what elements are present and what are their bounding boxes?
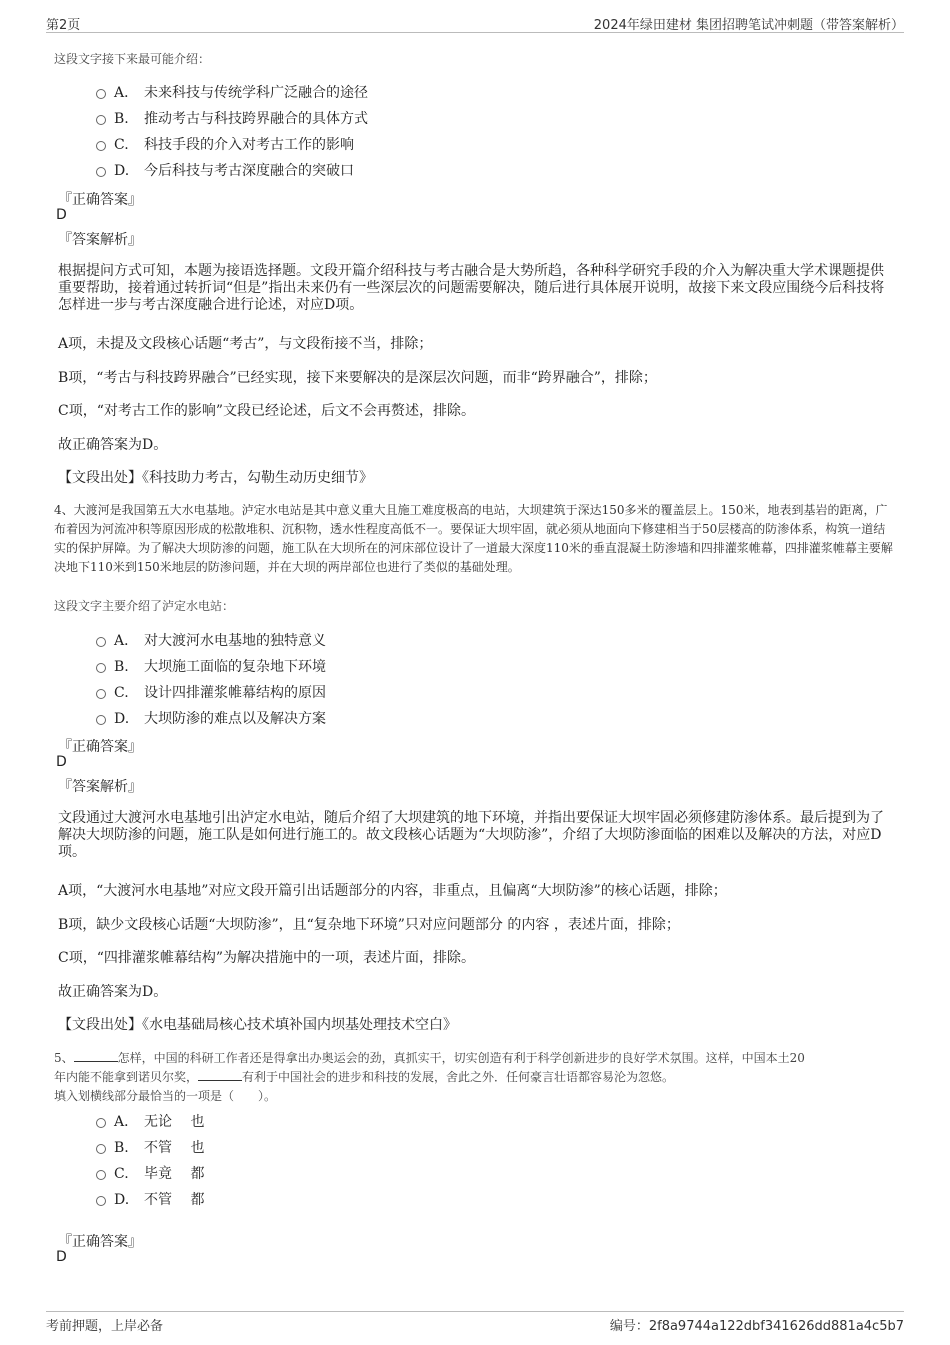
page-header [46, 14, 904, 33]
q5-prompt: 填入划横线部分最恰当的一项是（ ）。 [54, 1089, 277, 1103]
q5-line-1: 5、 怎样，中国的科研工作者还是得拿出办奥运会的劲，真抓实干，切实创造有利于科学创新进步的良好学术氛围。这样，中国本土20 [54, 1051, 805, 1065]
radio-icon[interactable] [96, 1196, 106, 1206]
q3-analysis-label: 『答案解析』 [58, 232, 142, 248]
q4-analysis-c: C项，“四排灌浆帷幕结构”为解决措施中的一项，表述片面，排除。 [58, 950, 476, 966]
q3-analysis-a: A项，未提及文段核心话题“考古”，与文段衔接不当，排除； [58, 336, 433, 352]
q4-option-a[interactable]: A． 对大渡河水电基地的独特意义 [96, 630, 326, 650]
q5-option-d[interactable]: D. 不管 都 [96, 1189, 204, 1209]
q3-conclusion: 故正确答案为D。 [58, 437, 168, 453]
q3-option-b[interactable]: B. 推动考古与科技跨界融合的具体方式 [96, 108, 368, 128]
q3-option-d[interactable]: D. 今后科技与考古深度融合的突破口 [96, 160, 354, 180]
radio-icon[interactable] [96, 167, 106, 177]
q4-prompt: 这段文字主要介绍了泸定水电站： [54, 599, 235, 613]
q3-analysis-text: 根据提问方式可知，本题为接语选择题。文段开篇介绍科技与考古融合是大势所趋，各种科学研究手段的介入为解决重大学术课题提供重要帮助，接着通过转折词“但是”指出未来仍有一些深层次的问题需要解决，随后进行具体展开说明，故接下来文段应围绕今后科技将怎样进一步与考古深度融合进行论述，对应D项。 [58, 263, 885, 313]
radio-icon[interactable] [96, 89, 106, 99]
q3-answer: D [56, 207, 67, 223]
q4-analysis-text: 文段通过大渡河水电基地引出泸定水电站，随后介绍了大坝建筑的地下环境，并指出要保证大坝牢固必须修建防渗体系。最后提到为了解决大坝防渗的问题，施工队是如何进行施工的。故文段核心话题为“大坝防渗”，介绍了大坝防渗面临的困难以及解决的方法，对应D项。 [58, 810, 884, 860]
q3-option-a[interactable]: A． 未来科技与传统学科广泛融合的途径 [96, 82, 368, 102]
q5-option-b[interactable]: B. 不管 也 [96, 1137, 204, 1157]
q4-analysis-b: B项，缺少文段核心话题“大坝防渗”，且“复杂地下环境”只对应问题部分 的内容 ，表述片面，排除； [58, 917, 680, 933]
radio-icon[interactable] [96, 663, 106, 673]
q4-analysis-label: 『答案解析』 [58, 779, 142, 795]
q4-answer: D [56, 754, 67, 770]
radio-icon[interactable] [96, 1170, 106, 1180]
q4-analysis-a: A项，“大渡河水电基地”对应文段开篇引出话题部分的内容，非重点，且偏离“大坝防渗”的核心话题，排除； [58, 883, 727, 899]
q5-line-2: 年内能不能拿到诺贝尔奖， 有利于中国社会的进步和科技的发展，舍此之外．任何豪言壮语都容易沦为忽悠。 [54, 1070, 675, 1084]
page-footer [46, 1311, 904, 1334]
radio-icon[interactable] [96, 637, 106, 647]
footer-slogan: 考前押题，上岸必备 [46, 1319, 164, 1334]
q3-source: 【文段出处】《科技助力考古，勾勒生动历史细节》 [58, 470, 373, 486]
q5-answer: D [56, 1249, 67, 1265]
radio-icon[interactable] [96, 1118, 106, 1128]
radio-icon[interactable] [96, 715, 106, 725]
q5-answer-label: 『正确答案』 [58, 1234, 142, 1250]
radio-icon[interactable] [96, 1144, 106, 1154]
q4-option-c[interactable]: C. 设计四排灌浆帷幕结构的原因 [96, 682, 326, 702]
q4-option-b[interactable]: B. 大坝施工面临的复杂地下环境 [96, 656, 326, 676]
document-title: 2024年绿田建材 集团招聘笔试冲刺题（带答案解析） [593, 18, 904, 33]
q4-option-d[interactable]: D. 大坝防渗的难点以及解决方案 [96, 708, 326, 728]
q3-analysis-b: B项，“考古与科技跨界融合”已经实现，接下来要解决的是深层次问题，而非“跨界融合”，排除； [58, 370, 657, 386]
q3-analysis-c: C项，“对考古工作的影响”文段已经论述，后文不会再赘述，排除。 [58, 403, 476, 419]
radio-icon[interactable] [96, 115, 106, 125]
q3-answer-label: 『正确答案』 [58, 192, 142, 208]
q5-option-a[interactable]: A． 无论 也 [96, 1111, 204, 1131]
q4-answer-label: 『正确答案』 [58, 739, 142, 755]
radio-icon[interactable] [96, 689, 106, 699]
radio-icon[interactable] [96, 141, 106, 151]
q3-prompt: 这段文字接下来最可能介绍： [54, 52, 211, 66]
q4-conclusion: 故正确答案为D。 [58, 984, 168, 1000]
page-number: 第2页 [46, 18, 81, 33]
q3-option-c[interactable]: C. 科技手段的介入对考古工作的影响 [96, 134, 354, 154]
blank-2 [198, 1068, 242, 1081]
document-id: 编号：2f8a9744a122dbf341626dd881a4c5b7 [609, 1319, 904, 1334]
q4-passage: 4、大渡河是我国第五大水电基地。泸定水电站是其中意义重大且施工难度极高的电站，大坝建筑于深达150多米的覆盖层上。150米，地表到基岩的距离，广布着因为河流冲积等原因形成的松散堆积、沉积物，透水性程度高低不一。要保证大坝牢固，就必须从地面向下修建相当于50层楼高的防渗体系，构筑一道结实的保护屏障。为了解决大坝防渗的问题，施工队在大坝所在的河床部位设计了一道最大深度110米的垂直混凝土防渗墙和四排灌浆帷幕，四排灌浆帷幕主要解决地下110米到150米地层的防渗问题，并在大坝的两岸部位也进行了类似的基础处理。 [54, 503, 893, 574]
blank-1 [74, 1049, 118, 1062]
q4-source: 【文段出处】《水电基础局核心技术填补国内坝基处理技术空白》 [58, 1017, 457, 1033]
q5-option-c[interactable]: C. 毕竟 都 [96, 1163, 204, 1183]
